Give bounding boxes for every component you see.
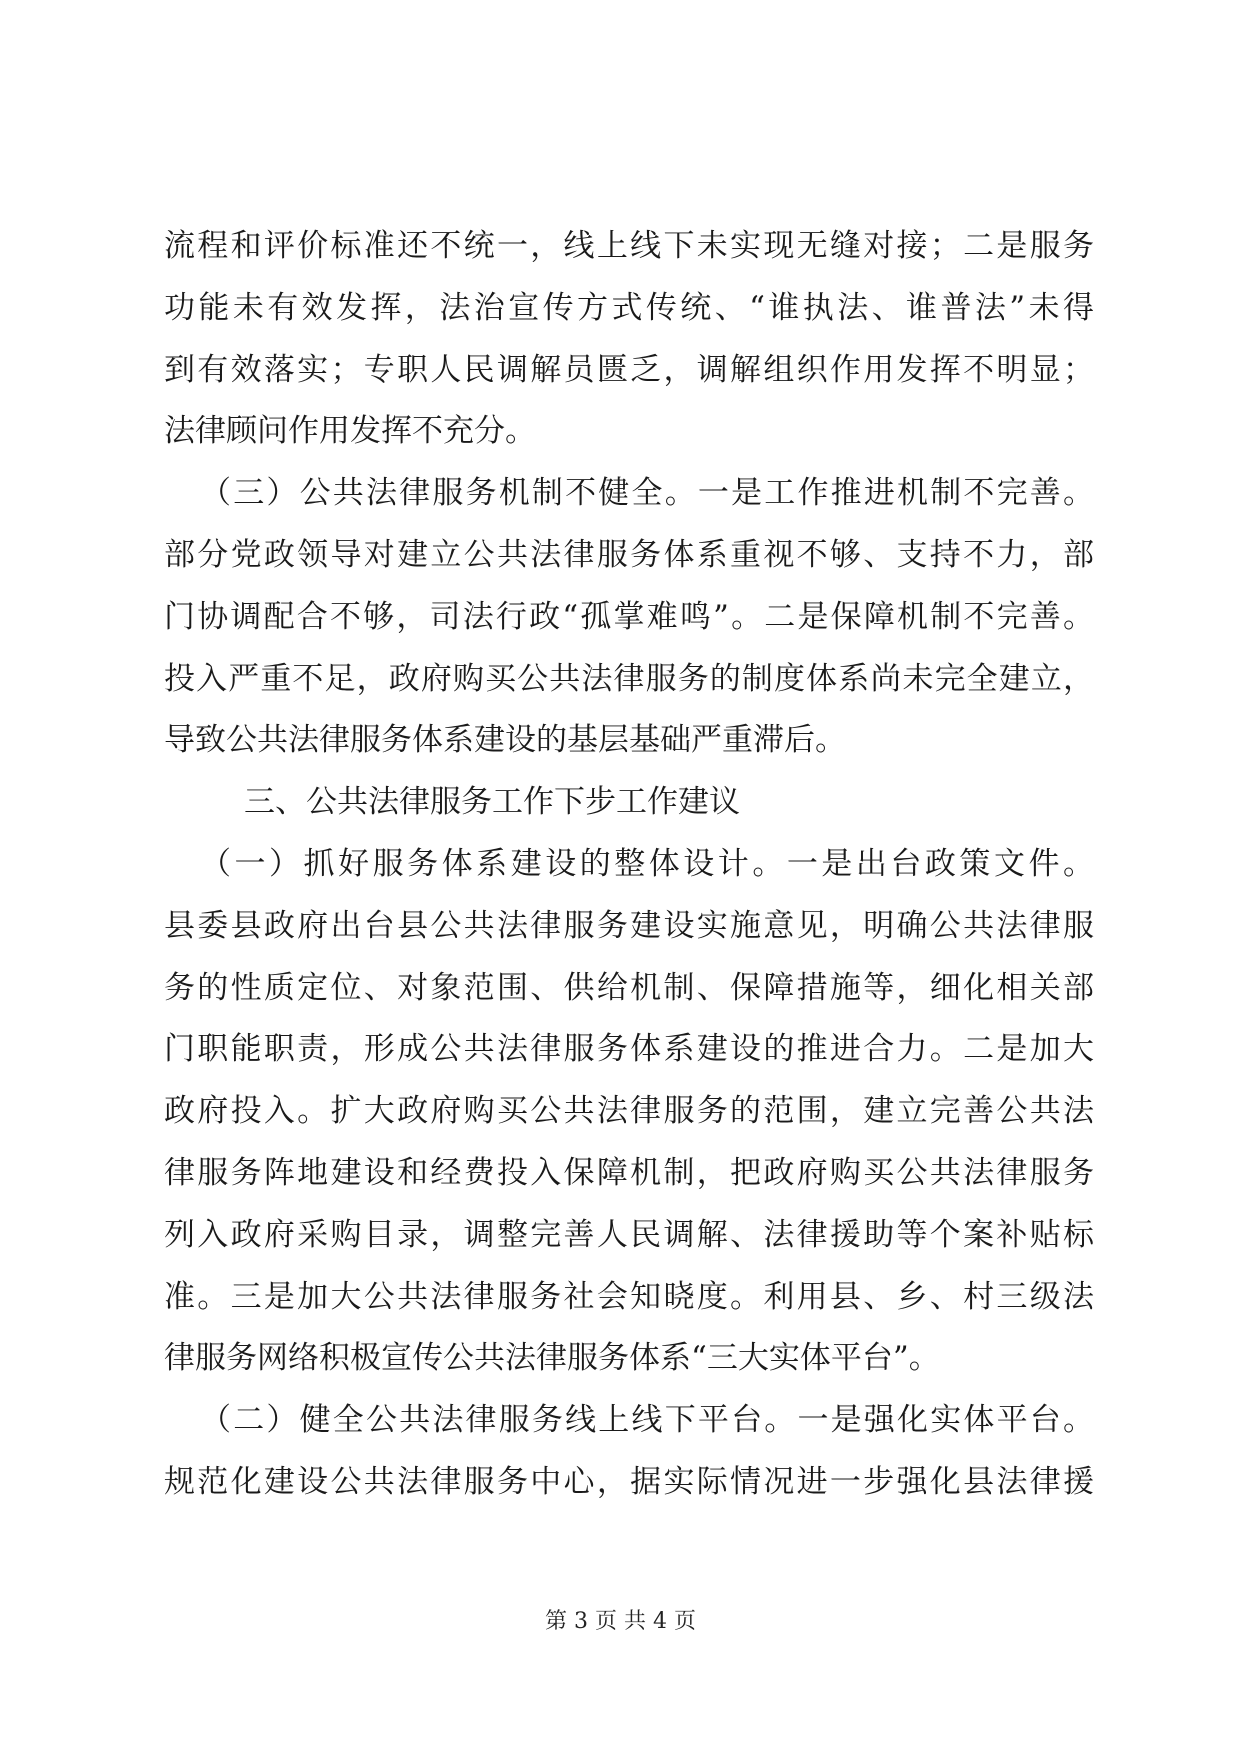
text-line: 导致公共法律服务体系建设的基层基础严重滞后。 xyxy=(164,722,846,759)
text-line: 投入严重不足，政府购买公共法律服务的制度体系尚未完全建立， xyxy=(164,660,1094,697)
page-number-footer: 第 3 页 共 4 页 xyxy=(545,1609,696,1634)
text-line: 门协调配合不够，司法行政“孤掌难鸣”。二是保障机制不完善。 xyxy=(164,598,1094,635)
text-line: 功能未有效发挥，法治宣传方式传统、“谁执法、谁普法”未得 xyxy=(164,289,1094,326)
text-line: （三）公共法律服务机制不健全。一是工作推进机制不完善。 xyxy=(200,475,1094,512)
text-line: 准。三是加大公共法律服务社会知晓度。利用县、乡、村三级法 xyxy=(164,1278,1094,1315)
text-line: 律服务网络积极宣传公共法律服务体系“三大实体平台”。 xyxy=(164,1340,940,1377)
text-line: 法律顾问作用发挥不充分。 xyxy=(164,413,536,450)
document-body xyxy=(164,228,1094,1526)
text-line: 政府投入。扩大政府购买公共法律服务的范围，建立完善公共法 xyxy=(164,1093,1094,1130)
text-line: （一）抓好服务体系建设的整体设计。一是出台政策文件。 xyxy=(200,845,1094,882)
text-line: 部分党政领导对建立公共法律服务体系重视不够、支持不力，部 xyxy=(164,536,1094,573)
text-line: 律服务阵地建设和经费投入保障机制，把政府购买公共法律服务 xyxy=(164,1154,1094,1191)
text-line: 列入政府采购目录，调整完善人民调解、法律援助等个案补贴标 xyxy=(164,1216,1094,1253)
text-line: 务的性质定位、对象范围、供给机制、保障措施等，细化相关部 xyxy=(164,969,1094,1006)
section-heading: 三、公共法律服务工作下步工作建议 xyxy=(244,784,740,821)
text-line: 规范化建设公共法律服务中心，据实际情况进一步强化县法律援 xyxy=(164,1463,1094,1500)
text-line: 门职能职责，形成公共法律服务体系建设的推进合力。二是加大 xyxy=(164,1031,1094,1068)
text-line: 流程和评价标准还不统一，线上线下未实现无缝对接；二是服务 xyxy=(164,228,1094,264)
text-line: （二）健全公共法律服务线上线下平台。一是强化实体平台。 xyxy=(200,1402,1094,1439)
text-line: 县委县政府出台县公共法律服务建设实施意见，明确公共法律服 xyxy=(164,907,1094,944)
text-line: 到有效落实；专职人民调解员匮乏，调解组织作用发挥不明显； xyxy=(164,351,1094,388)
